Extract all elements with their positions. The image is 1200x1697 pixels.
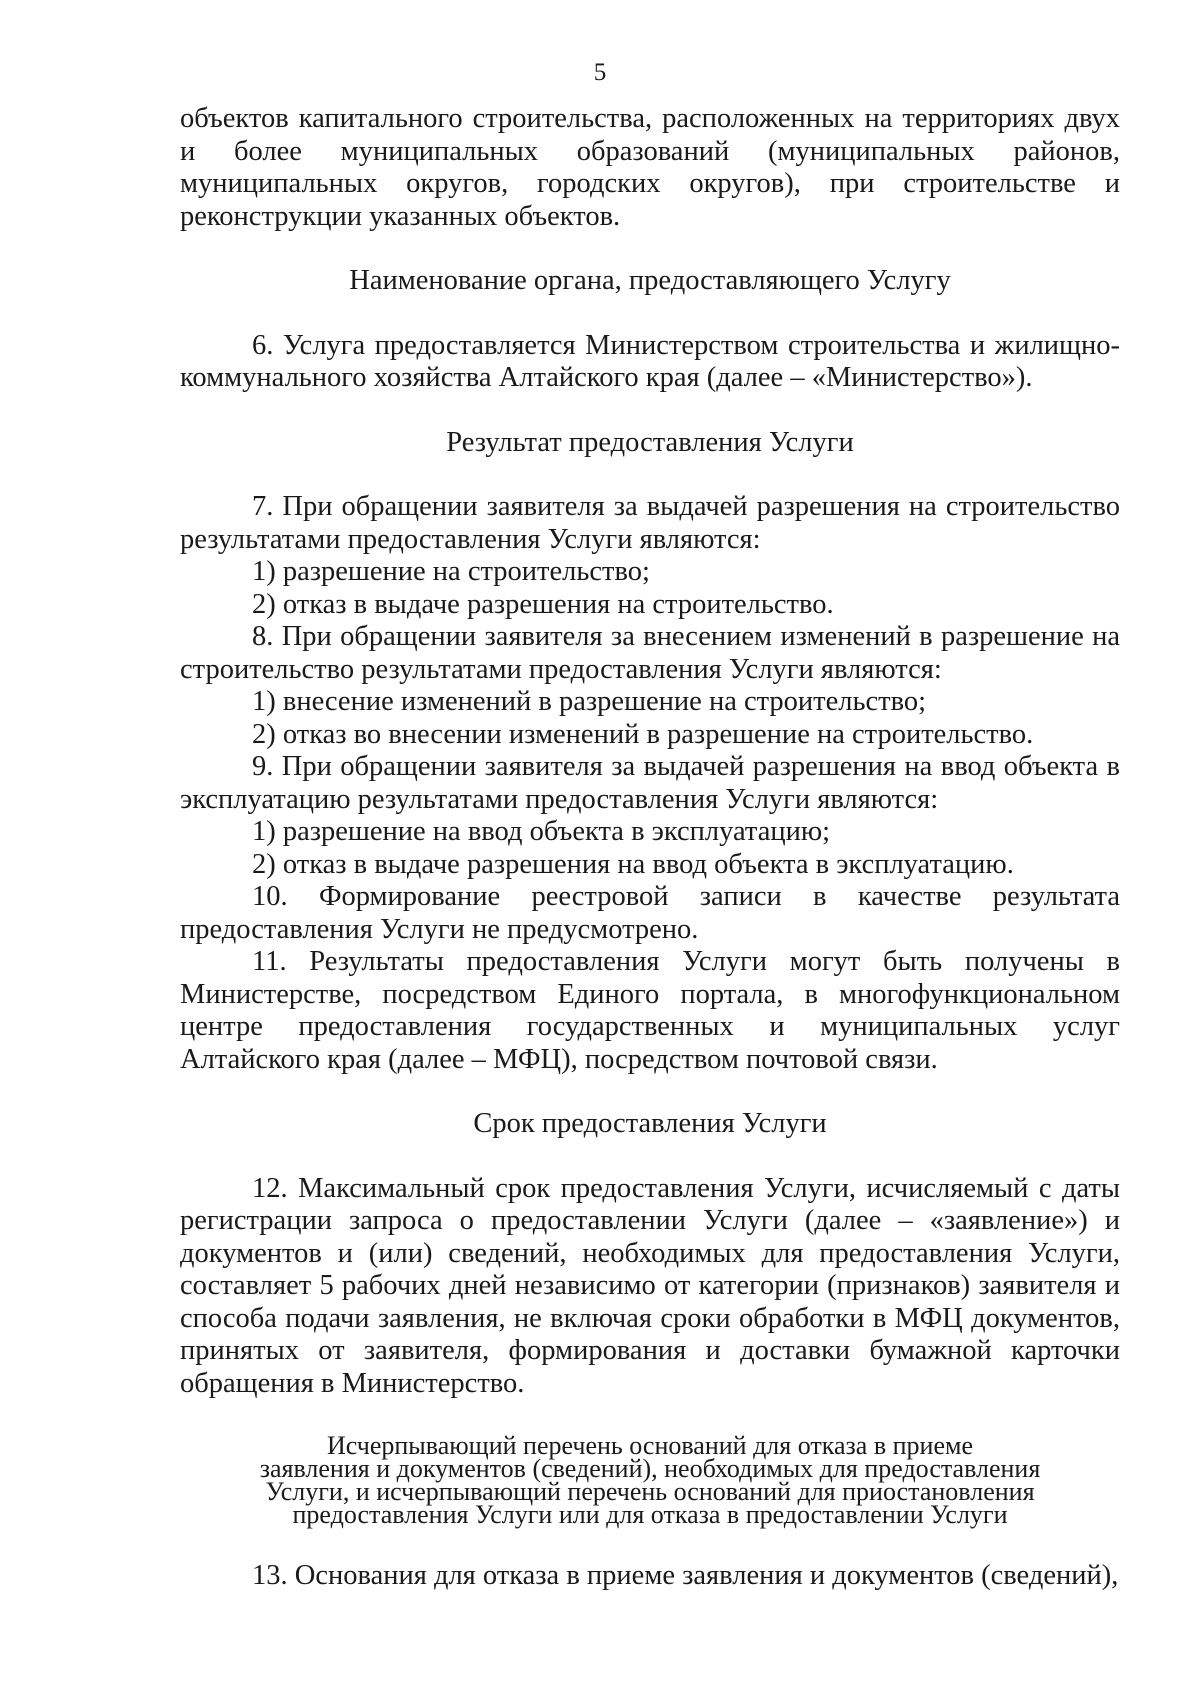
section-heading-line-3: Услуги, и исчерпывающий перечень оснований для приостановления bbox=[265, 1477, 1035, 1506]
section-heading-term: Срок предоставления Услуги bbox=[473, 1108, 827, 1139]
paragraph-6: 6. Услуга предоставляется Министерством строительства и жилищно-коммунального хозяйства Алтайского края (далее – «Министерство»). bbox=[180, 329, 1120, 393]
paragraph-8-item-2: 2) отказ во внесении изменений в разрешение на строительство. bbox=[252, 718, 1034, 750]
paragraph-8: 8. При обращении заявителя за внесением изменений в разрешение на строительство результатами предоставления Услуги являются: bbox=[180, 621, 1120, 685]
section-heading-line-1: Исчерпывающий перечень оснований для отказа в приеме bbox=[326, 1431, 973, 1460]
section-heading-refusal-grounds bbox=[180, 1431, 1120, 1529]
paragraph-13: 13. Основания для отказа в приеме заявления и документов (сведений), bbox=[252, 1560, 1119, 1591]
section-heading-line-4: предоставления Услуги или для отказа в предоставлении Услуги bbox=[292, 1500, 1008, 1529]
section-heading-authority: Наименование органа, предоставляющего Услугу bbox=[349, 265, 951, 296]
document-body bbox=[180, 103, 1120, 1593]
paragraph-9: 9. При обращении заявителя за выдачей разрешения на ввод объекта в эксплуатацию результатами предоставления Услуги являются: bbox=[180, 751, 1120, 815]
paragraph-continuation: объектов капитального строительства, расположенных на территориях двух и более муниципальных образований (муниципальных районов, муниципальных округов, городских округов), при строительстве и реконструкции указанных объектов. bbox=[180, 103, 1120, 232]
paragraph-7: 7. При обращении заявителя за выдачей разрешения на строительство результатами предоставления Услуги являются: bbox=[180, 491, 1120, 555]
page-number: 5 bbox=[593, 59, 607, 86]
paragraph-10: 10. Формирование реестровой записи в качестве результата предоставления Услуги не предусмотрено. bbox=[180, 881, 1120, 945]
paragraph-11: 11. Результаты предоставления Услуги могут быть получены в Министерстве, посредством Единого портала, в многофункциональном центре предоставления государственных и муниципальных услуг Алтайского края (далее – МФЦ), посредством почтовой связи. bbox=[180, 946, 1120, 1075]
paragraph-7-item-1: 1) разрешение на строительство; bbox=[252, 556, 650, 587]
paragraph-12: 12. Максимальный срок предоставления Услуги, исчисляемый с даты регистрации запроса о предоставлении Услуги (далее – «заявление») и документов и (или) сведений, необходимых для предоставления Услуги, составляет 5 рабочих дней независимо от категории (признаков) заявителя и способа подачи заявления, не включая сроки обработки в МФЦ документов, принятых от заявителя, формирования и доставки бумажной карточки обращения в Министерство. bbox=[180, 1172, 1120, 1399]
paragraph-9-item-1: 1) разрешение на ввод объекта в эксплуатацию; bbox=[252, 816, 831, 847]
paragraph-7-item-2: 2) отказ в выдаче разрешения на строительство. bbox=[252, 588, 834, 620]
paragraph-9-item-2: 2) отказ в выдаче разрешения на ввод объекта в эксплуатацию. bbox=[252, 848, 1014, 880]
section-heading-result: Результат предоставления Услуги bbox=[446, 426, 854, 458]
paragraph-8-item-1: 1) внесение изменений в разрешение на строительство; bbox=[252, 686, 927, 717]
section-heading-line-2: заявления и документов (сведений), необходимых для предоставления bbox=[259, 1454, 1041, 1483]
